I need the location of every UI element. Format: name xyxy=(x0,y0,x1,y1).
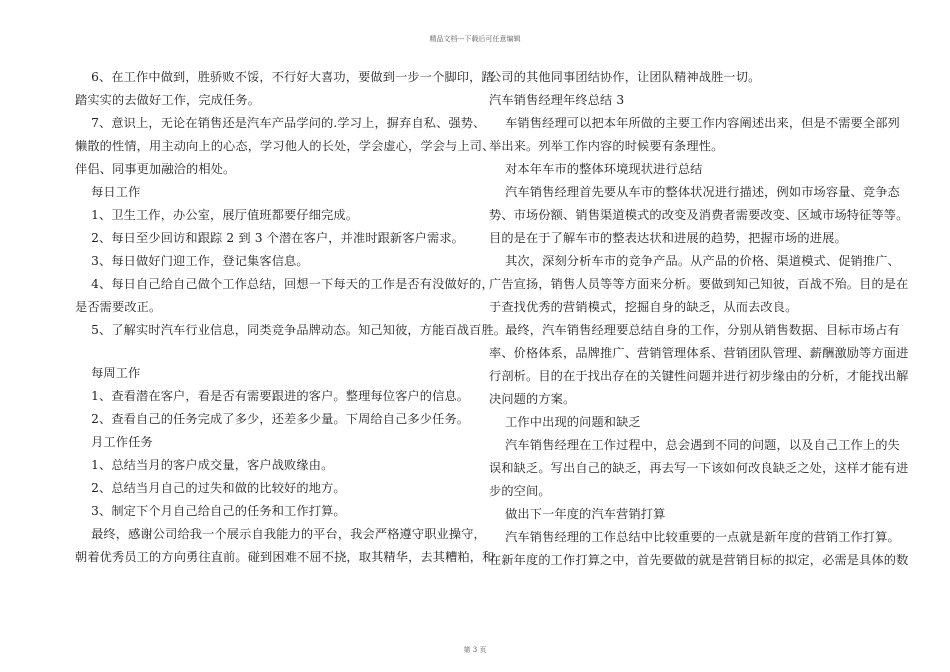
text-line: 2、总结当月自己的过失和做的比较好的地方。 xyxy=(75,481,346,495)
text-line: 其次，深刻分析车市的竞争产品。从产品的价格、渠道模式、促销推广、 xyxy=(489,254,900,268)
text-line: 是否需要改正。 xyxy=(75,300,162,314)
text-line: 工作中出现的问题和缺乏 xyxy=(489,415,641,429)
text-line: 1、查看潜在客户，看是否有需要跟进的客户。整理每位客户的信息。 xyxy=(75,389,470,403)
text-line: 4、每日自己给自己做个工作总结，回想一下每天的工作是否有没做好的， xyxy=(75,277,494,291)
text-line: 势、市场份额、销售渠道模式的改变及消费者需要改变、区域市场特征等等。 xyxy=(489,208,909,222)
text-line: 做出下一年度的汽车营销打算 xyxy=(489,507,666,521)
text-line: 2、查看自己的任务完成了多少，还差多少量。下周给自己多少任务。 xyxy=(75,412,470,426)
text-line: 2、每日至少回访和跟踪 2 到 3 个潜在客户，并准时跟新客户需求。 xyxy=(75,231,465,245)
text-line: 6、在工作中做到，胜骄败不馁，不行好大喜功，要做到一步一个脚印，踏 xyxy=(75,70,494,84)
text-line: 懒散的性情，用主动向上的心态，学习他人的长处，学会虚心，学会与上司、 xyxy=(75,139,495,153)
text-line: 1、总结当月的客户成交量，客户战败缘由。 xyxy=(75,458,334,472)
text-line: 目的是在于了解车市的整表达状和进展的趋势，把握市场的进展。 xyxy=(489,231,847,245)
text-line: 踏实实的去做好工作，完成任务。 xyxy=(75,93,261,107)
text-line: 伴侣、同事更加融洽的相处。 xyxy=(75,162,236,176)
text-line: 误和缺乏。写出自己的缺乏，再去写一下该如何改良缺乏之处，这样才能有进 xyxy=(489,461,909,475)
blank-line xyxy=(75,342,453,362)
text-line: 广告宣扬，销售人员等等方面来分析。要做到知己知彼，百战不殆。目的是在 xyxy=(489,277,909,291)
text-line: 率、价格体系，品牌推广、营销管理体系、营销团队管理、薪酬激励等方面进 xyxy=(489,346,909,360)
text-line: 3、制定下个月自己给自己的任务和工作打算。 xyxy=(75,504,346,518)
text-line: 最终，感谢公司给我一个展示自我能力的平台，我会严格遵守职业操守， xyxy=(75,527,486,541)
text-line: 步的空间。 xyxy=(489,484,551,498)
text-line: 1、卫生工作，办公室，展厅值班都要仔细完成。 xyxy=(75,208,359,222)
text-line: 车销售经理可以把本年所做的主要工作内容阐述出来，但是不需要全部列 xyxy=(489,116,900,130)
text-line: 于查找优秀的营销模式，挖掘自身的缺乏，从而去改良。 xyxy=(489,300,798,314)
text-line: 决问题的方案。 xyxy=(489,392,576,406)
text-line: 每周工作 xyxy=(75,366,141,380)
left-column xyxy=(75,66,507,569)
text-line: 在新年度的工作打算之中，首先要做的就是营销目标的拟定，必需是具体的数 xyxy=(489,553,909,567)
text-line: 汽车销售经理首先要从车市的整体状况进行描述，例如市场容量、竞争态 xyxy=(489,185,900,199)
text-line: 月工作任务 xyxy=(75,435,153,449)
text-line: 举出来。列举工作内容的时候要有条理性。 xyxy=(489,139,724,153)
text-line: 公司的其他同事团结协作，让团队精神战胜一切。 xyxy=(489,70,761,84)
text-line: 3、每日做好门迎工作，登记集客信息。 xyxy=(75,254,309,268)
right-column xyxy=(489,66,909,572)
page-header: 精品文档---下载后可任意编辑 xyxy=(429,35,521,43)
text-line: 汽车销售经理的工作总结中比较重要的一点就是新年度的营销工作打算。 xyxy=(489,530,900,544)
text-line: 5、了解实时汽车行业信息，同类竞争品牌动态。知己知彼，方能百战百胜。 xyxy=(75,323,507,337)
text-line: 汽车销售经理年终总结 3 xyxy=(489,93,625,107)
text-line: 最终，汽车销售经理要总结自身的工作，分别从销售数据、目标市场占有 xyxy=(489,323,900,337)
text-line: 汽车销售经理在工作过程中，总会遇到不同的问题，以及自己工作上的失 xyxy=(489,438,900,452)
text-line: 对本年车市的整体环境现状进行总结 xyxy=(489,162,703,176)
page-number: 第 3 页 xyxy=(463,646,487,654)
text-line: 每日工作 xyxy=(75,185,141,199)
text-line: 7、意识上，无论在销售还是汽车产品学问的.学习上，摒弃自私、强势、 xyxy=(75,116,486,130)
text-line: 朝着优秀员工的方向勇往直前。碰到困难不屈不挠，取其精华，去其糟粕，和 xyxy=(75,550,495,564)
text-line: 行剖析。目的在于找出存在的关键性问题并进行初步缘由的分析，才能找出解 xyxy=(489,369,909,383)
